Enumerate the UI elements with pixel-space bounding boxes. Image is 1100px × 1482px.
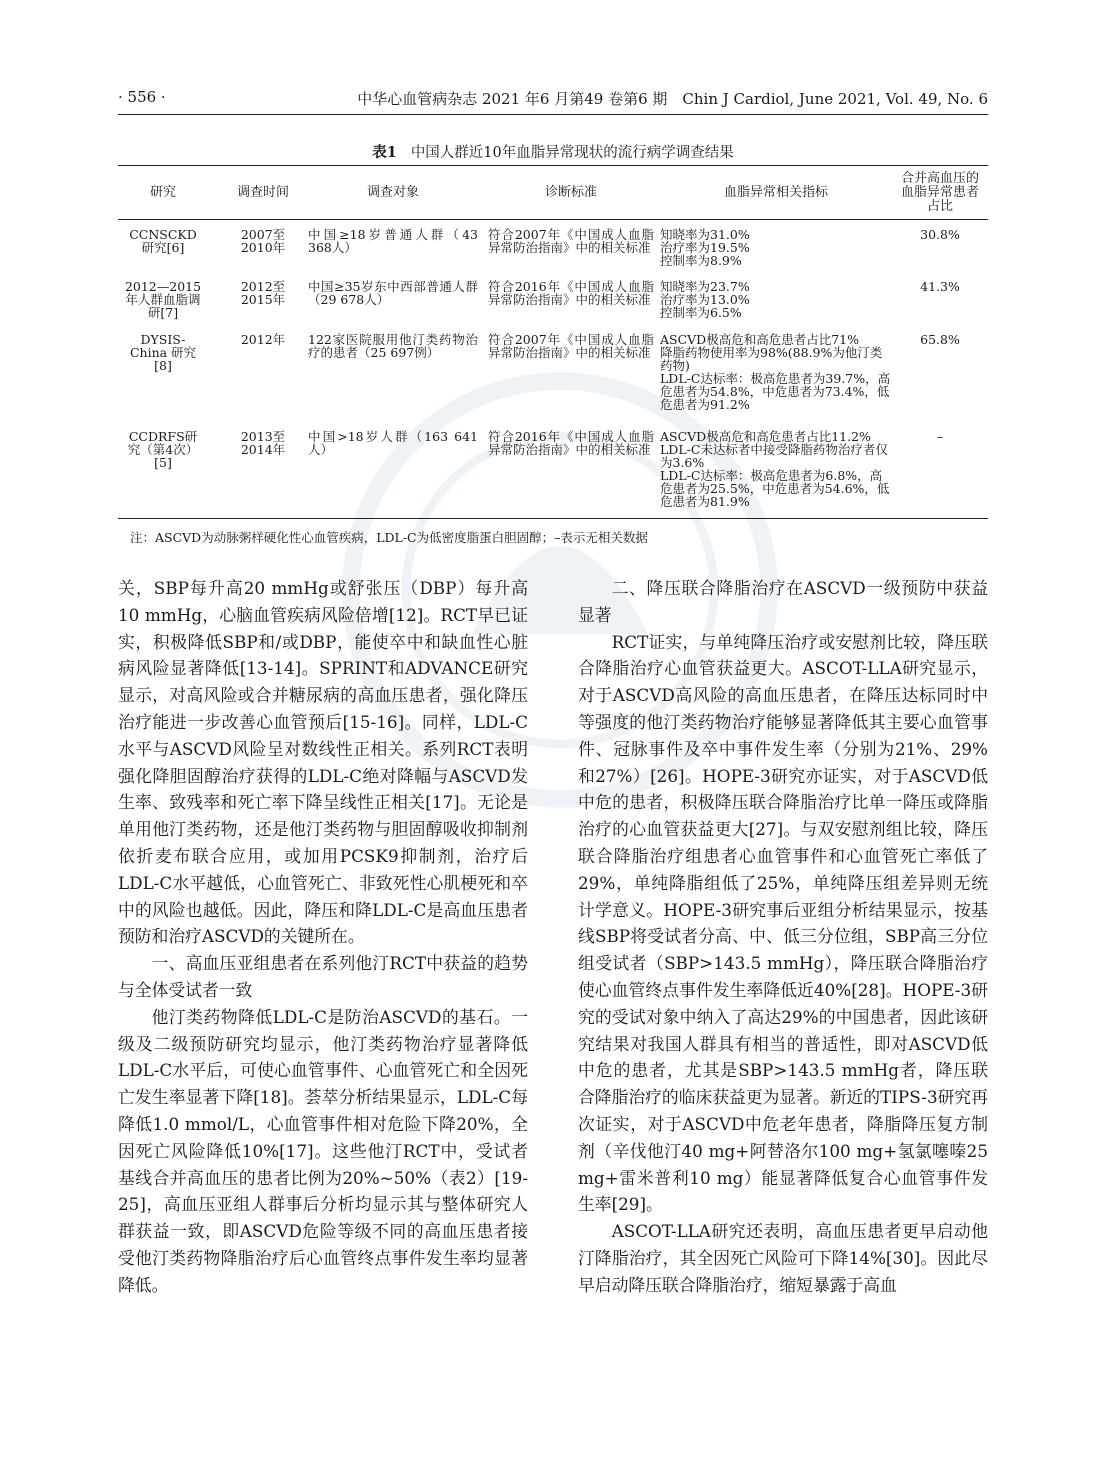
indicator: 控制率为6.5% <box>660 305 742 320</box>
row2-time: 2012至2015年 <box>240 279 286 307</box>
indicator: 降脂药物使用率为98%(88.9%为他汀类药物) <box>660 345 883 373</box>
indicator: ASCVD极高危和高危患者占比71% <box>660 332 859 347</box>
table-bottom-rule <box>118 518 988 519</box>
section-heading: 一、高血压亚组患者在系列他汀RCT中获益的趋势与全体受试者一致 <box>118 953 528 1000</box>
running-header <box>118 88 988 112</box>
indicator: LDL-C达标率：极高危患者为39.7%，高危患者为54.8%，中危患者为73.4%，低危患者为91.2% <box>660 371 891 412</box>
indicator: 知晓率为31.0% <box>660 227 750 242</box>
table-label: 表1 <box>372 144 397 161</box>
indicator: LDL-C未达标者中接受降脂药物治疗者仅为3.6% <box>660 442 888 470</box>
header-ratio: 合并高血压的血脂异常患者占比 <box>900 171 979 214</box>
row2-criteria: 符合2016年《中国成人血脂异常防治指南》中的相关标准 <box>488 279 654 307</box>
table-caption <box>118 141 988 162</box>
right-column <box>578 575 988 1299</box>
row4-ratio: – <box>936 429 944 444</box>
header-rule <box>118 114 988 115</box>
body-paragraph: ASCOT-LLA研究还表明，高血压患者更早启动他汀降脂治疗，其全因死亡风险可下降14%[30]。因此尽早启动降压联合降脂治疗，缩短暴露于高血 <box>578 1221 988 1295</box>
row3-criteria: 符合2007年《中国成人血脂异常防治指南》中的相关标准 <box>488 332 654 360</box>
body-paragraph: 关，SBP每升高20 mmHg或舒张压（DBP）每升高10 mmHg，心脑血管疾病风险倍增[12]。RCT早已证实，积极降低SBP和/或DBP，能使卒中和缺血性心脏病风险显著降低[13-14]。SPRINT和ADVANCE研究显示，对高风险或合并糖尿病的高血压患者，强化降压治疗能进一步改善心血管预后[15-16]。同样，LDL-C水平与ASCVD风险呈对数线性正相关。系列RCT表明强化降胆固醇治疗获得的LDL-C绝对降幅与ASCVD发生率、致残率和死亡率下降呈线性正相关[17]。无论是单用他汀类药物，还是他汀类药物与胆固醇吸收抑制剂依折麦布联合应用，或加用PCSK9抑制剂，治疗后LDL-C水平越低，心血管死亡、非致死性心肌梗死和卒中的风险也越低。因此，降压和降LDL-C是高血压患者预防和治疗ASCVD的关键所在。 <box>118 578 528 947</box>
header-study: 研究 <box>149 185 176 200</box>
row4-criteria: 符合2016年《中国成人血脂异常防治指南》中的相关标准 <box>488 429 654 457</box>
table-top-rule <box>118 165 988 166</box>
row1-criteria: 符合2007年《中国成人血脂异常防治指南》中的相关标准 <box>488 227 654 255</box>
row3-ratio: 65.8% <box>920 332 960 347</box>
body-paragraph: 他汀类药物降低LDL-C是防治ASCVD的基石。一级及二级预防研究均显示，他汀类药物治疗显著降低LDL-C水平后，可使心血管事件、心血管死亡和全因死亡发生率显著下降[18]。荟萃分析结果显示，LDL-C每降低1.0 mmol/L，心血管事件相对危险下降20%，全因死亡风险降低10%[17]。这些他汀RCT中，受试者基线合并高血压的患者比例为20%~50%（表2）[19-25]，高血压亚组人群事后分析均显示其与整体研究人群获益一致，即ASCVD危险等级不同的高血压患者接受他汀类药物降脂治疗后心血管终点事件发生率均显著降低。 <box>118 1006 528 1295</box>
header-time: 调查时间 <box>236 185 289 200</box>
row1-subject: 中国≥18岁普通人群（43 368人） <box>308 227 478 255</box>
row1-indicators <box>660 228 892 267</box>
indicator: 控制率为8.9% <box>660 253 742 268</box>
row4-study: CCDRFS研究（第4次）[5] <box>127 429 199 470</box>
row1-study: CCNSCKD 研究[6] <box>129 227 197 255</box>
table-title: 中国人群近10年血脂异常现状的流行病学调查结果 <box>410 145 734 161</box>
section-heading: 二、降压联合降脂治疗在ASCVD一级预防中获益显著 <box>578 578 988 625</box>
row1-ratio: 30.8% <box>920 227 960 242</box>
indicator: ASCVD极高危和高危患者占比11.2% <box>660 429 871 444</box>
journal-citation: 中华心血管病杂志 2021 年6 月第49 卷第6 期 Chin J Cardiol, June 2021, Vol. 49, No. 6 <box>357 90 988 108</box>
indicator: 治疗率为13.0% <box>660 292 750 307</box>
row2-ratio: 41.3% <box>920 279 960 294</box>
row4-indicators <box>660 430 892 508</box>
row3-indicators <box>660 333 892 411</box>
header-criteria: 诊断标准 <box>544 185 597 200</box>
table-note: 注：ASCVD为动脉粥样硬化性心血管疾病，LDL-C为低密度脂蛋白胆固醇；–表示无相关数据 <box>130 530 648 545</box>
row3-time: 2012年 <box>240 332 286 347</box>
row2-subject: 中国≥35岁东中西部普通人群（29 678人） <box>308 279 478 307</box>
row4-subject: 中国>18岁人群（163 641人） <box>308 429 478 457</box>
left-column <box>118 575 528 1299</box>
row2-study: 2012—2015年人群血脂调研[7] <box>124 279 202 320</box>
indicator: 治疗率为19.5% <box>660 240 750 255</box>
indicator: 知晓率为23.7% <box>660 279 750 294</box>
row3-study: DYSIS-China 研究[8] <box>129 332 197 373</box>
header-indicators: 血脂异常相关指标 <box>723 185 828 200</box>
table-header-rule <box>118 219 988 220</box>
row1-time: 2007至2010年 <box>240 227 286 255</box>
row2-indicators <box>660 280 892 319</box>
page-number: · 556 · <box>118 88 166 106</box>
indicator: LDL-C达标率：极高危患者为6.8%，高危患者为25.5%，中危患者为54.6%，低危患者为81.9% <box>660 468 890 509</box>
row3-subject: 122家医院服用他汀类药物治疗的患者（25 697例） <box>308 332 478 360</box>
body-paragraph: RCT证实，与单纯降压治疗或安慰剂比较，降压联合降脂治疗心血管获益更大。ASCOT-LLA研究显示，对于ASCVD高风险的高血压患者，在降压达标同时中等强度的他汀类药物治疗能够显著降低其主要心血管事件、冠脉事件及卒中事件发生率（分别为21%、29%和27%）[26]。HOPE-3研究亦证实，对于ASCVD低中危的患者，积极降压联合降脂治疗比单一降压或降脂治疗的心血管获益更大[27]。与双安慰剂组比较，降压联合降脂治疗组患者心血管事件和心血管死亡率低了29%，单纯降脂组低了25%，单纯降压组差异则无统计学意义。HOPE-3研究事后亚组分析结果显示，按基线SBP将受试者分高、中、低三分位组，SBP高三分位组受试者（SBP>143.5 mmHg），降压联合降脂治疗使心血管终点事件发生率降低近40%[28]。HOPE-3研究的受试对象中纳入了高达29%的中国患者，因此该研究结果对我国人群具有相当的普适性，即对ASCVD低中危的患者，尤其是SBP>143.5 mmHg者，降压联合降脂治疗的临床获益更为显著。新近的TIPS-3研究再次证实，对于ASCVD中危老年患者，降脂降压复方制剂（辛伐他汀40 mg+阿替洛尔100 mg+氢氯噻嗪25 mg+雷米普利10 mg）能显著降低复合心血管事件发生率[29]。 <box>578 631 988 1215</box>
row4-time: 2013至2014年 <box>240 429 286 457</box>
header-subject: 调查对象 <box>366 185 419 200</box>
